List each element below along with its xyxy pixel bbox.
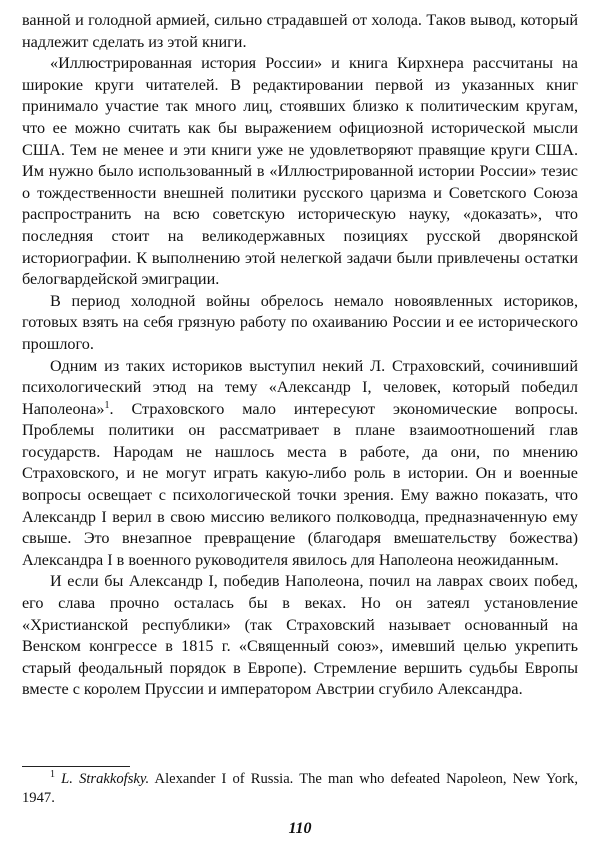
paragraph: В период холодной войны обрелось немало новоявленных историков, готовых взять на себя грязную работу по охаиванию России и ее исторического прошлого. bbox=[22, 291, 578, 353]
footnote-marker: 1 bbox=[50, 769, 55, 780]
footnote-divider bbox=[22, 766, 130, 767]
footnote-text: Alexander I of Russia. The man who defeated Napoleon, New York, 1947. bbox=[22, 771, 579, 806]
footnote bbox=[22, 770, 578, 808]
paragraph-continued: ванной и голодной армией, сильно страдавшей от холода. Таков вывод, который надлежит сделать из этой книги. bbox=[22, 11, 578, 51]
paragraph-text: . Страховского мало интересуют экономические вопросы. Проблемы политики он рассматривает в плане взаимоотношений глав государств. Народам не нашлось места в работе, да они, по мнению Страховского, и не могут играть какую-либо роль в истории. Он и военные вопросы освещает с психологической точки зрения. Ему важно показать, что Александр I верил в свою миссию великого полководца, предназначенную ему свыше. Это внезапное превращение (благодаря вмешательству божества) Александра I в военного руководителя явилось для Наполеона неожиданным. bbox=[22, 399, 578, 569]
main-text bbox=[22, 10, 578, 701]
paragraph: «Иллюстрированная история России» и книга Кирхнера рассчитаны на широкие круги читателей. В редактировании первой из указанных книг принимало участие так много лиц, стоявших близко к политическим кругам, что ее можно считать как бы выражением официозной исторической мысли США. Тем не менее и эти книги уже не удовлетворяют правящие круги США. Им нужно было использованный в «Иллюстрированной истории России» тезис о тождественности внешней политики русского царизма и Советского Союза распространить на всю советскую историческую науку, «доказать», что последняя стоит на великодержавных позициях русской дворянской историографии. К выполнению этой нелегкой задачи были привлечены остатки белогвардейской эмиграции. bbox=[22, 54, 578, 289]
paragraph-text: Одним из таких историков выступил некий Л. Страховский, сочинивший психологический этюд на тему «Александр I, человек, который победил Наполеона» bbox=[22, 356, 578, 418]
footnote-reference: 1 bbox=[104, 399, 110, 411]
footnote-author: L. Strakkofsky. bbox=[61, 771, 150, 787]
page-number: 110 bbox=[288, 820, 312, 837]
paragraph: И если бы Александр I, победив Наполеона, почил на лаврах своих побед, его слава прочно осталась бы в веках. Но он затеял установление «Христианской республики» (так Страховский называет основанный на Венском конгрессе в 1815 г. «Священный союз», имевший целью укрепить старый феодальный порядок в Европе). Стремление вершить судьбы Европы вместе с королем Пруссии и императором Австрии сгубило Александра. bbox=[22, 572, 578, 699]
paragraph bbox=[22, 356, 578, 572]
